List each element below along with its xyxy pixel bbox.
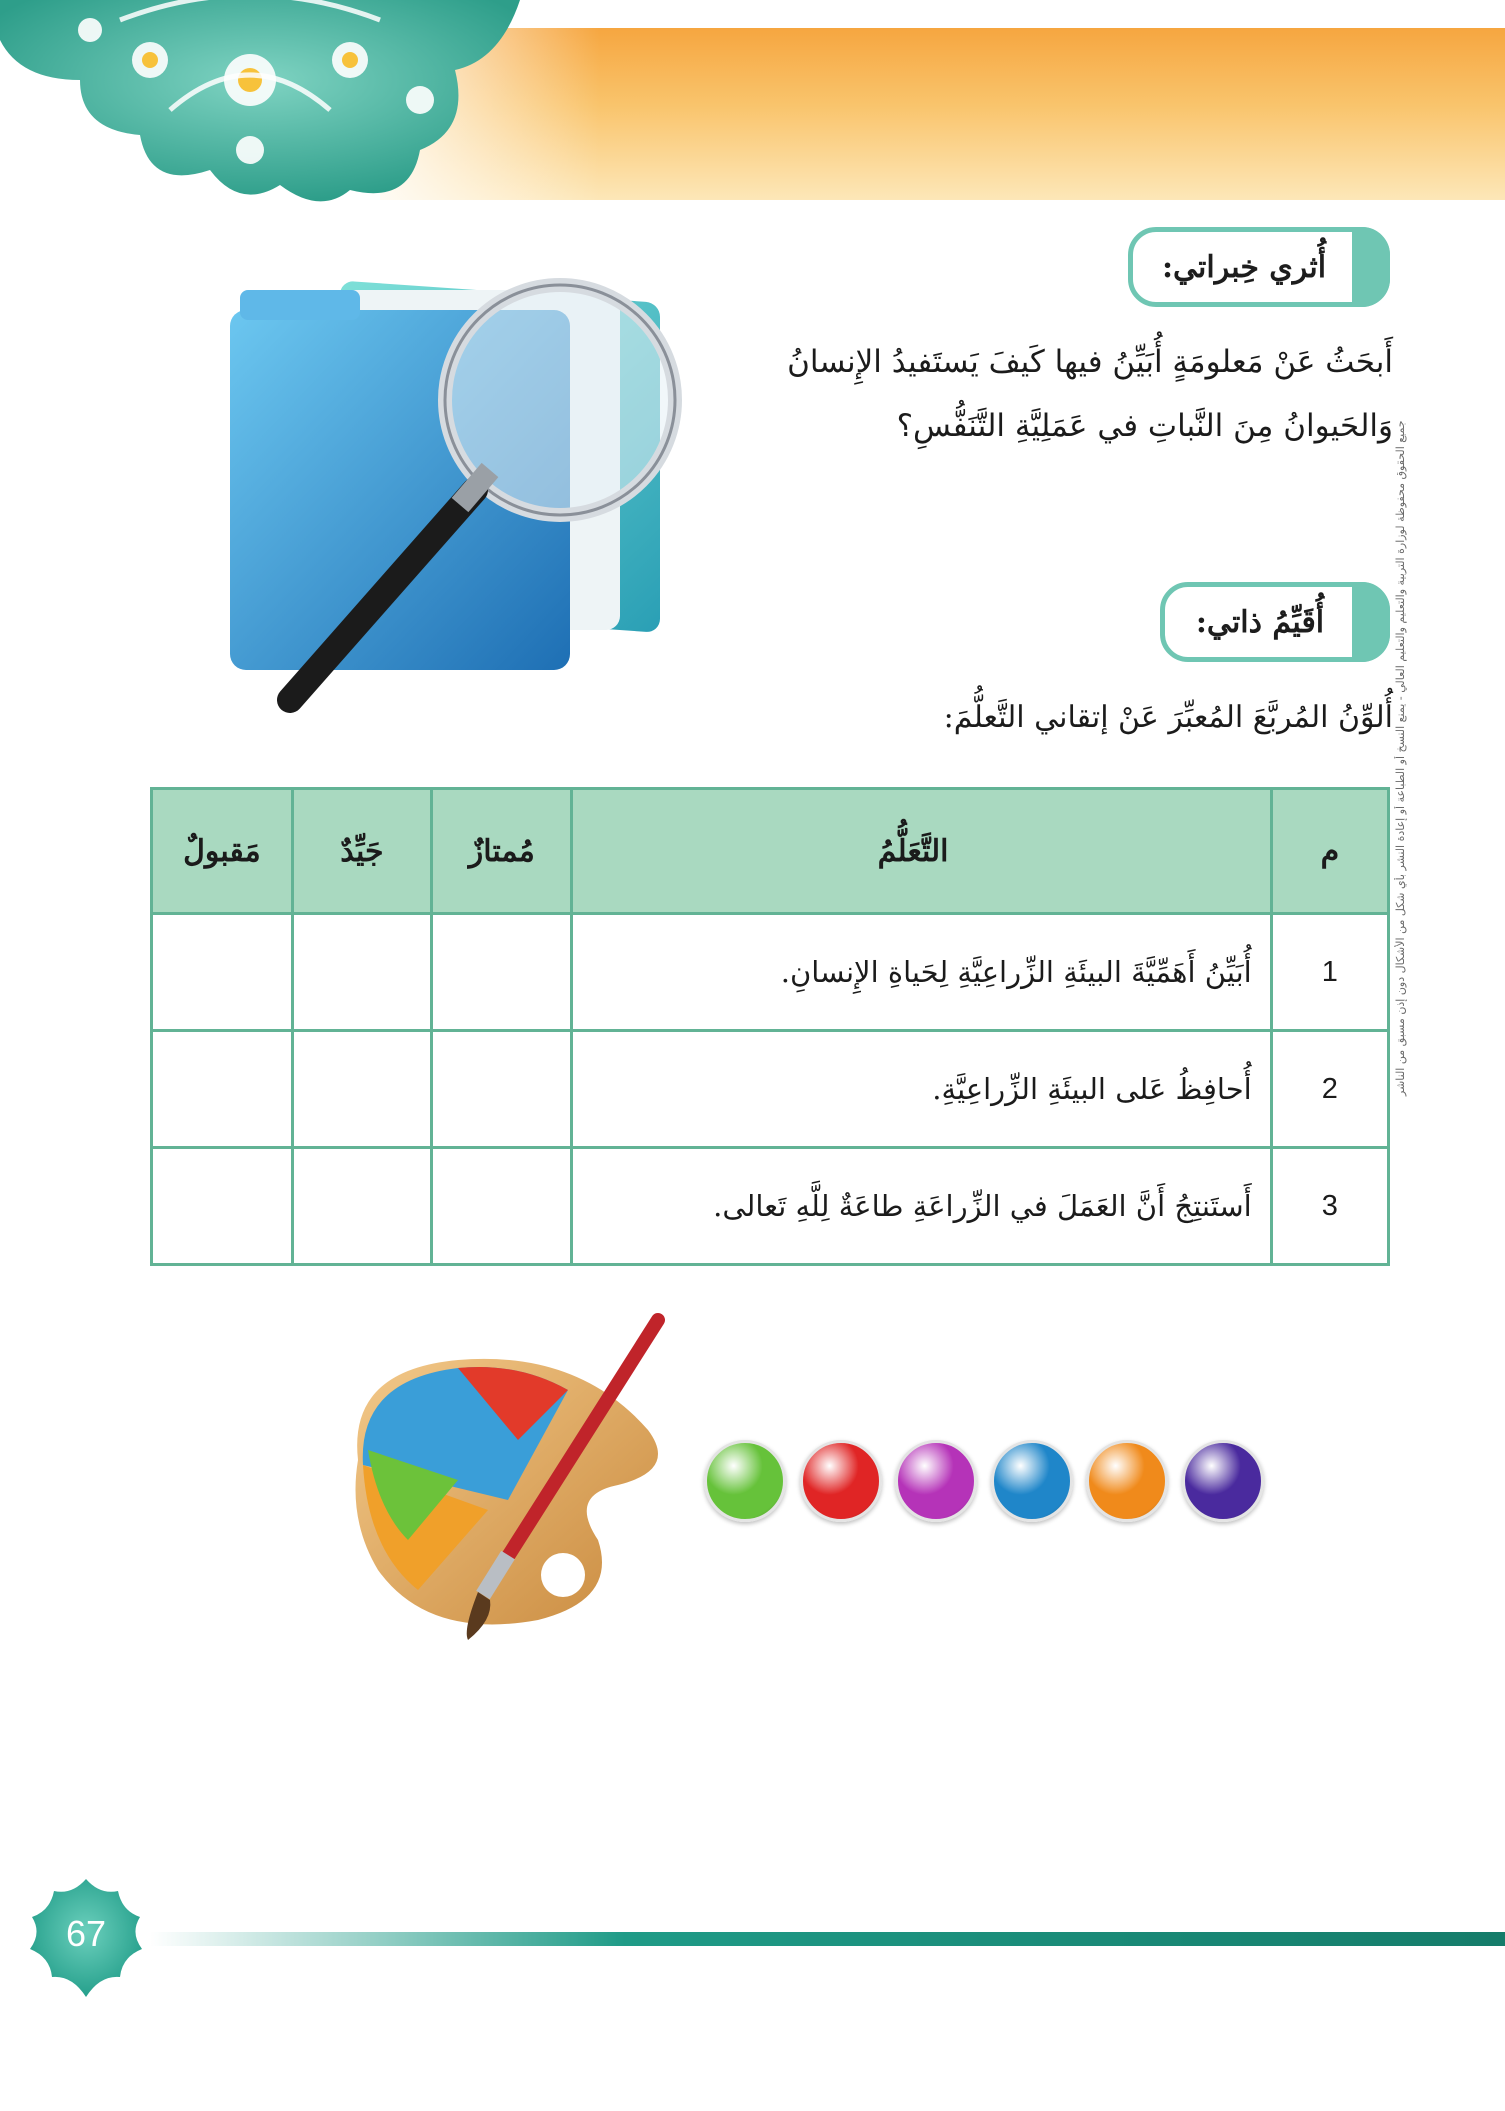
marble-blue xyxy=(991,1440,1073,1522)
page-number: 67 xyxy=(65,1913,107,1954)
section-label-text: أُقَيِّمُ ذاتي: xyxy=(1195,604,1325,640)
row-number: 1 xyxy=(1271,914,1388,1031)
color-marbles xyxy=(704,1440,1264,1524)
self-evaluation-table xyxy=(150,787,1390,1266)
header-learning: التَّعَلُّمُ xyxy=(572,789,1271,914)
islamic-ornament-icon xyxy=(0,0,520,215)
grade-cell-excellent[interactable] xyxy=(432,1148,572,1265)
row-number: 2 xyxy=(1271,1031,1388,1148)
grade-cell-excellent[interactable] xyxy=(432,914,572,1031)
header-excellent: مُمتازٌ xyxy=(432,789,572,914)
section-label-self-eval xyxy=(1160,582,1390,662)
marble-orange xyxy=(1086,1440,1168,1522)
row-learning-text: أُبَيِّنُ أَهَمِّيَّةَ البيئَةِ الزِّراعِيَّةِ لِحَياةِ الإِنسانِ. xyxy=(572,914,1271,1031)
header-good: جَيِّدٌ xyxy=(292,789,431,914)
research-question-text: أَبحَثُ عَنْ مَعلومَةٍ أُبَيِّنُ فيها كَيفَ يَستَفيدُ الإِنسانُ وَالحَيوانُ مِنَ النَّباتِ في عَمَلِيَّةِ التَّنَفُّسِ؟ xyxy=(787,344,1393,444)
header-num: م xyxy=(1271,789,1388,914)
table-header-row xyxy=(152,789,1389,914)
grade-cell-acceptable[interactable] xyxy=(152,1031,293,1148)
grade-cell-good[interactable] xyxy=(292,1031,431,1148)
instruction-text: أُلوِّنُ المُربَّعَ المُعبِّرَ عَنْ إتقاني التَّعلُّمَ: xyxy=(943,700,1393,735)
grade-cell-good[interactable] xyxy=(292,914,431,1031)
section-label-experience xyxy=(1128,227,1390,307)
marble-green xyxy=(704,1440,786,1522)
table-row xyxy=(152,1148,1389,1265)
marble-purple xyxy=(1182,1440,1264,1522)
footer-line xyxy=(150,1932,1505,1946)
marble-red xyxy=(800,1440,882,1522)
marble-magenta xyxy=(895,1440,977,1522)
row-number: 3 xyxy=(1271,1148,1388,1265)
grade-cell-acceptable[interactable] xyxy=(152,1148,293,1265)
table-row xyxy=(152,914,1389,1031)
section-label-text: أُثري خِبراتي: xyxy=(1161,249,1327,285)
grade-cell-good[interactable] xyxy=(292,1148,431,1265)
header-banner xyxy=(380,28,1505,200)
grade-cell-acceptable[interactable] xyxy=(152,914,293,1031)
copyright-side-note: جميع الحقوق محفوظة لوزارة التربية والتعليم والتعليم العالي - يمنع النسخ أو الطباعة أو إعادة النشر بأي شكل من الأشكال دون إذن مسبق من الناشر xyxy=(1394,420,1407,1096)
table-row xyxy=(152,1031,1389,1148)
row-learning-text: أُحافِظُ عَلى البيئَةِ الزِّراعِيَّةِ. xyxy=(572,1031,1271,1148)
row-learning-text: أَستَنتِجُ أَنَّ العَمَلَ في الزِّراعَةِ طاعَةٌ لِلَّهِ تَعالى. xyxy=(572,1148,1271,1265)
grade-cell-excellent[interactable] xyxy=(432,1031,572,1148)
paint-palette-icon xyxy=(318,1310,678,1650)
folder-magnifier-icon xyxy=(190,250,750,730)
header-acceptable: مَقبولٌ xyxy=(152,789,293,914)
